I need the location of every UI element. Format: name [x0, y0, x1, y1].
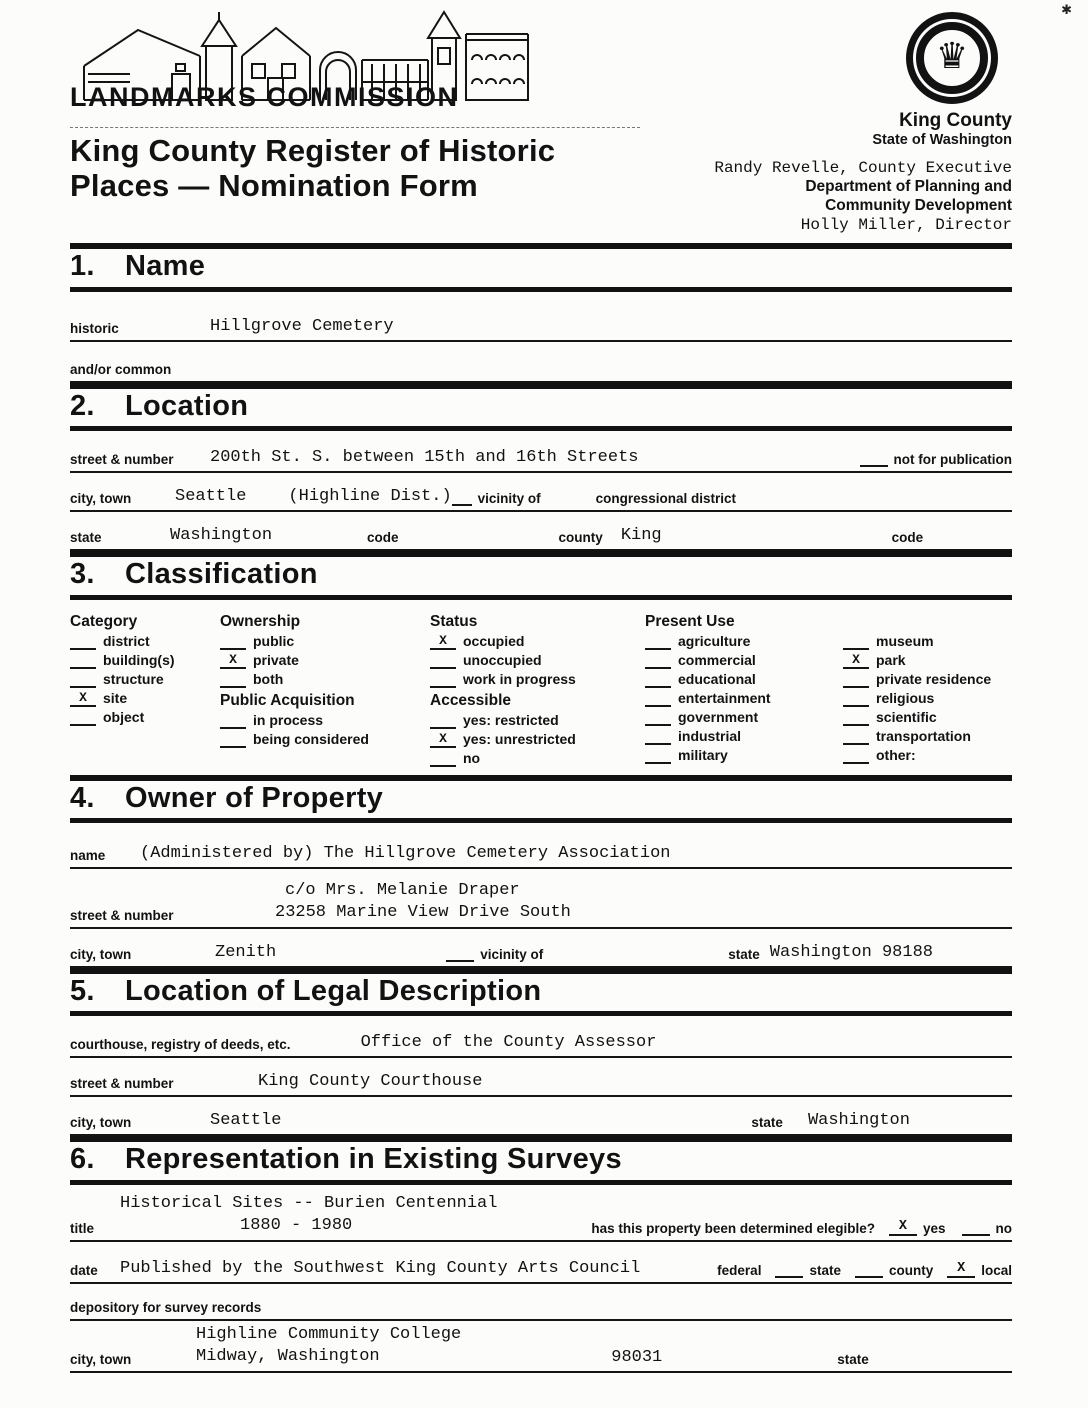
checkbox-blank: [843, 634, 869, 650]
classification-option-yes-restricted: [430, 712, 645, 729]
checkbox-blank: [843, 672, 869, 688]
checkbox-blank: [645, 691, 671, 707]
director: Holly Miller, Director: [800, 216, 1012, 235]
survey-date-value: Published by the Southwest King County Arts Council: [120, 1258, 641, 1278]
checkbox-blank: [70, 710, 96, 726]
owner-city-label: city, town: [70, 946, 132, 962]
classification-option-label: commercial: [678, 651, 756, 668]
street-number-row: [70, 447, 1012, 473]
courthouse-value: Office of the County Assessor: [360, 1033, 657, 1053]
section-title: Representation in Existing Surveys: [125, 1143, 622, 1176]
checkbox-blank: [645, 634, 671, 650]
legal-city-value: Seattle: [210, 1111, 282, 1131]
survey-state-checkbox: [775, 1262, 803, 1278]
owner-street-value: [275, 880, 571, 924]
classification-option-label: military: [678, 746, 728, 763]
owner-state-label: state: [728, 946, 760, 962]
classification-option-work-in-progress: [430, 671, 645, 688]
depository-city-value: [196, 1324, 461, 1368]
classification-option-in-process: [220, 712, 430, 729]
classification-option-building-s: [70, 652, 220, 669]
classification-option-label: private: [253, 651, 299, 668]
common-name-row: [70, 362, 1012, 383]
classification-option-label: entertainment: [678, 689, 771, 706]
department-line2: Community Development: [825, 196, 1012, 214]
classification-group-header: Accessible: [430, 691, 511, 709]
checkbox-checked: X: [430, 732, 456, 748]
historic-label: historic: [70, 320, 119, 336]
section-title: Owner of Property: [125, 781, 384, 814]
state-value: Washington: [170, 526, 273, 546]
section-3-classification-heading: [70, 551, 1012, 599]
survey-date-label: date: [70, 1262, 98, 1278]
classification-option-private: [220, 652, 430, 669]
classification-option-label: transportation: [876, 727, 971, 744]
checkbox-blank: [843, 729, 869, 745]
legal-state-label: state: [751, 1115, 783, 1131]
classification-option-commercial: [645, 652, 843, 669]
street-label: street & number: [70, 452, 174, 468]
checkbox-blank: [430, 751, 456, 767]
eligible-yes-label: yes: [922, 1220, 946, 1236]
street-value: 200th St. S. between 15th and 16th Streets: [210, 448, 639, 468]
classification-option-label: both: [253, 670, 284, 687]
classification-option-both: [220, 671, 430, 688]
classification-option-label: educational: [678, 670, 756, 687]
section-2-location-heading: [70, 383, 1012, 431]
legal-street-label: street & number: [70, 1076, 174, 1092]
checkbox-blank: [70, 634, 96, 650]
eligible-yes-checkbox: X: [889, 1220, 917, 1236]
depository-label: depository for survey records: [70, 1299, 262, 1315]
survey-county-label: county: [888, 1262, 934, 1278]
section-title: Name: [125, 250, 206, 283]
form-title-line1: King County Register of Historic: [70, 133, 556, 168]
classification-group-header: Public Acquisition: [220, 691, 355, 709]
eligible-no-checkbox: [962, 1220, 990, 1236]
classification-option-label: object: [103, 708, 145, 725]
classification-option-label: industrial: [678, 727, 742, 744]
classification-option-scientific: [843, 709, 1012, 726]
congressional-district-label: congressional district: [595, 491, 736, 507]
section-title: Location: [125, 389, 249, 422]
survey-federal-label: federal: [717, 1262, 762, 1278]
owner-state-value: Washington 98188: [769, 942, 933, 962]
classification-option-label: agriculture: [678, 632, 751, 649]
county-name: King County: [899, 110, 1012, 131]
checkbox-blank: [220, 732, 246, 748]
scan-artifact: ✱: [1061, 2, 1072, 17]
legal-street-row: [70, 1071, 1012, 1097]
department-line1: Department of Planning and: [805, 178, 1012, 195]
classification-option-industrial: [645, 728, 843, 745]
section-5-legal-heading: [70, 968, 1012, 1016]
courthouse-row: [70, 1032, 1012, 1058]
classification-option-label: no: [463, 749, 481, 766]
depository-city-line1: Highline Community College: [196, 1324, 462, 1344]
classification-option-label: private residence: [876, 670, 992, 687]
king-county-logo-inner-ring: [916, 22, 988, 94]
classification-option-public: [220, 633, 430, 650]
vicinity-blank: [452, 490, 472, 506]
classification-option-label: yes: restricted: [463, 711, 559, 728]
depository-city-label: city, town: [70, 1351, 132, 1367]
code2-label: code: [891, 530, 924, 546]
state-label: state: [70, 530, 102, 546]
eligible-question-label: has this property been determined elegible?: [591, 1220, 875, 1236]
depository-city-line2: Midway, Washington: [196, 1346, 380, 1366]
checkbox-blank: [843, 710, 869, 726]
checkbox-checked: X: [220, 653, 246, 669]
owner-vicinity-blank: [446, 946, 474, 962]
survey-title-line2: 1880 - 1980: [240, 1215, 353, 1235]
owner-street-row: [70, 880, 1012, 929]
historic-value: Hillgrove Cemetery: [210, 316, 394, 336]
classification-option-unoccupied: [430, 652, 645, 669]
legal-state-value: Washington: [807, 1111, 910, 1131]
classification-option-no: [430, 750, 645, 767]
checkbox-blank: [220, 672, 246, 688]
checkbox-blank: [430, 653, 456, 669]
owner-city-value: Zenith: [215, 942, 277, 962]
owner-name-value: (Administered by) The Hillgrove Cemetery Association: [140, 843, 671, 863]
classification-option-label: public: [253, 632, 295, 649]
checkbox-blank: [220, 634, 246, 650]
classification-group-header: [843, 612, 1012, 631]
classification-option-other: [843, 747, 1012, 764]
form-title: [70, 127, 640, 203]
vicinity-label: vicinity of: [477, 491, 541, 507]
checkbox-blank: [843, 691, 869, 707]
survey-title-row: [70, 1193, 1012, 1242]
legal-city-row: [70, 1110, 1012, 1136]
classification-group-header: Present Use: [645, 612, 735, 630]
checkbox-blank: [430, 713, 456, 729]
county-label: county: [558, 530, 603, 546]
section-number: 3.: [70, 558, 95, 591]
checkbox-blank: [645, 653, 671, 669]
section-number: 6.: [70, 1143, 95, 1176]
classification-option-museum: [843, 633, 1012, 650]
classification-option-label: being considered: [253, 730, 369, 747]
classification-option-label: occupied: [463, 632, 525, 649]
section-1-name-heading: [70, 243, 1012, 291]
classification-option-label: district: [103, 632, 150, 649]
classification-option-label: government: [678, 708, 759, 725]
not-for-publication-blank: [860, 451, 888, 467]
checkbox-blank: [645, 729, 671, 745]
king-county-logo: [906, 12, 998, 104]
section-title: Classification: [125, 558, 318, 591]
owner-street-line1: c/o Mrs. Melanie Draper: [285, 880, 520, 900]
checkbox-checked: X: [70, 691, 96, 707]
owner-name-label: name: [70, 847, 106, 863]
classification-grid: [70, 600, 1012, 775]
survey-title-line1: Historical Sites -- Burien Centennial: [120, 1193, 498, 1213]
checkbox-blank: [645, 748, 671, 764]
depository-zip-value: 98031: [611, 1347, 663, 1367]
section-number: 2.: [70, 389, 95, 422]
section-number: 4.: [70, 781, 95, 814]
checkbox-blank: [645, 672, 671, 688]
classification-group-header: Status: [430, 612, 478, 630]
classification-option-agriculture: [645, 633, 843, 650]
section-4-owner-heading: [70, 775, 1012, 823]
owner-vicinity-label: vicinity of: [480, 946, 544, 962]
classification-option-label: museum: [876, 632, 934, 649]
section-title: Location of Legal Description: [125, 974, 542, 1007]
county-executive: Randy Revelle, County Executive: [714, 159, 1012, 177]
eligible-no-label: no: [995, 1220, 1012, 1236]
common-label: and/or common: [70, 361, 172, 377]
classification-option-label: park: [876, 651, 906, 668]
code-label: code: [367, 530, 399, 546]
city-value: Seattle: [175, 487, 247, 507]
classification-option-label: in process: [253, 711, 324, 728]
survey-title-value: [120, 1193, 497, 1237]
classification-option-district: [70, 633, 220, 650]
classification-group-header: Ownership: [220, 612, 301, 630]
survey-local-checkbox: X: [947, 1262, 975, 1278]
checkbox-checked: X: [430, 634, 456, 650]
owner-city-row: [70, 942, 1012, 968]
classification-option-label: yes: unrestricted: [463, 730, 576, 747]
crown-icon: ♛: [935, 36, 969, 77]
depository-state-label: state: [837, 1351, 869, 1367]
survey-title-label: title: [70, 1220, 95, 1236]
classification-option-being-considered: [220, 731, 430, 748]
survey-state-label: state: [809, 1262, 841, 1278]
checkbox-blank: [70, 672, 96, 688]
classification-option-military: [645, 747, 843, 764]
courthouse-label: courthouse, registry of deeds, etc.: [70, 1037, 291, 1053]
classification-option-private-residence: [843, 671, 1012, 688]
classification-option-label: scientific: [876, 708, 937, 725]
city-note: (Highline Dist.): [288, 487, 452, 507]
city-town-row: [70, 486, 1012, 512]
classification-option-yes-unrestricted: [430, 731, 645, 748]
classification-option-label: other:: [876, 746, 916, 763]
form-header: [70, 8, 1012, 235]
owner-street-label: street & number: [70, 907, 174, 923]
survey-date-row: [70, 1258, 1012, 1284]
state-county-row: [70, 525, 1012, 551]
city-label: city, town: [70, 491, 132, 507]
survey-local-label: local: [981, 1262, 1012, 1278]
classification-option-park: [843, 652, 1012, 669]
depository-row: [70, 1300, 1012, 1321]
classification-option-government: [645, 709, 843, 726]
depository-city-row: [70, 1324, 1012, 1373]
classification-group-header: Category: [70, 612, 138, 630]
classification-option-transportation: [843, 728, 1012, 745]
checkbox-checked: X: [843, 653, 869, 669]
classification-option-label: unoccupied: [463, 651, 542, 668]
classification-option-site: [70, 690, 220, 707]
classification-option-label: site: [103, 689, 128, 706]
checkbox-blank: [645, 710, 671, 726]
classification-option-religious: [843, 690, 1012, 707]
section-number: 5.: [70, 974, 95, 1007]
checkbox-blank: [843, 748, 869, 764]
county-value: King: [620, 526, 662, 546]
classification-option-structure: [70, 671, 220, 688]
historic-name-row: [70, 316, 1012, 342]
checkbox-blank: [220, 713, 246, 729]
section-6-surveys-heading: [70, 1136, 1012, 1184]
survey-county-checkbox: [855, 1262, 883, 1278]
classification-option-label: work in progress: [463, 670, 576, 687]
classification-option-entertainment: [645, 690, 843, 707]
classification-option-label: structure: [103, 670, 164, 687]
classification-option-label: building(s): [103, 651, 175, 668]
owner-name-row: [70, 843, 1012, 869]
classification-option-label: religious: [876, 689, 935, 706]
classification-option-occupied: [430, 633, 645, 650]
legal-street-value: King County Courthouse: [258, 1072, 483, 1092]
form-title-line2: Places — Nomination Form: [70, 167, 478, 203]
classification-option-educational: [645, 671, 843, 688]
state-name: State of Washington: [872, 132, 1012, 148]
checkbox-blank: [430, 672, 456, 688]
landmarks-commission-title: LANDMARKS COMMISSION: [70, 82, 459, 112]
checkbox-blank: [70, 653, 96, 669]
owner-street-line2: 23258 Marine View Drive South: [275, 902, 571, 922]
section-number: 1.: [70, 250, 95, 283]
classification-option-object: [70, 709, 220, 726]
legal-city-label: city, town: [70, 1115, 132, 1131]
not-for-publication-label: not for publication: [893, 452, 1012, 468]
